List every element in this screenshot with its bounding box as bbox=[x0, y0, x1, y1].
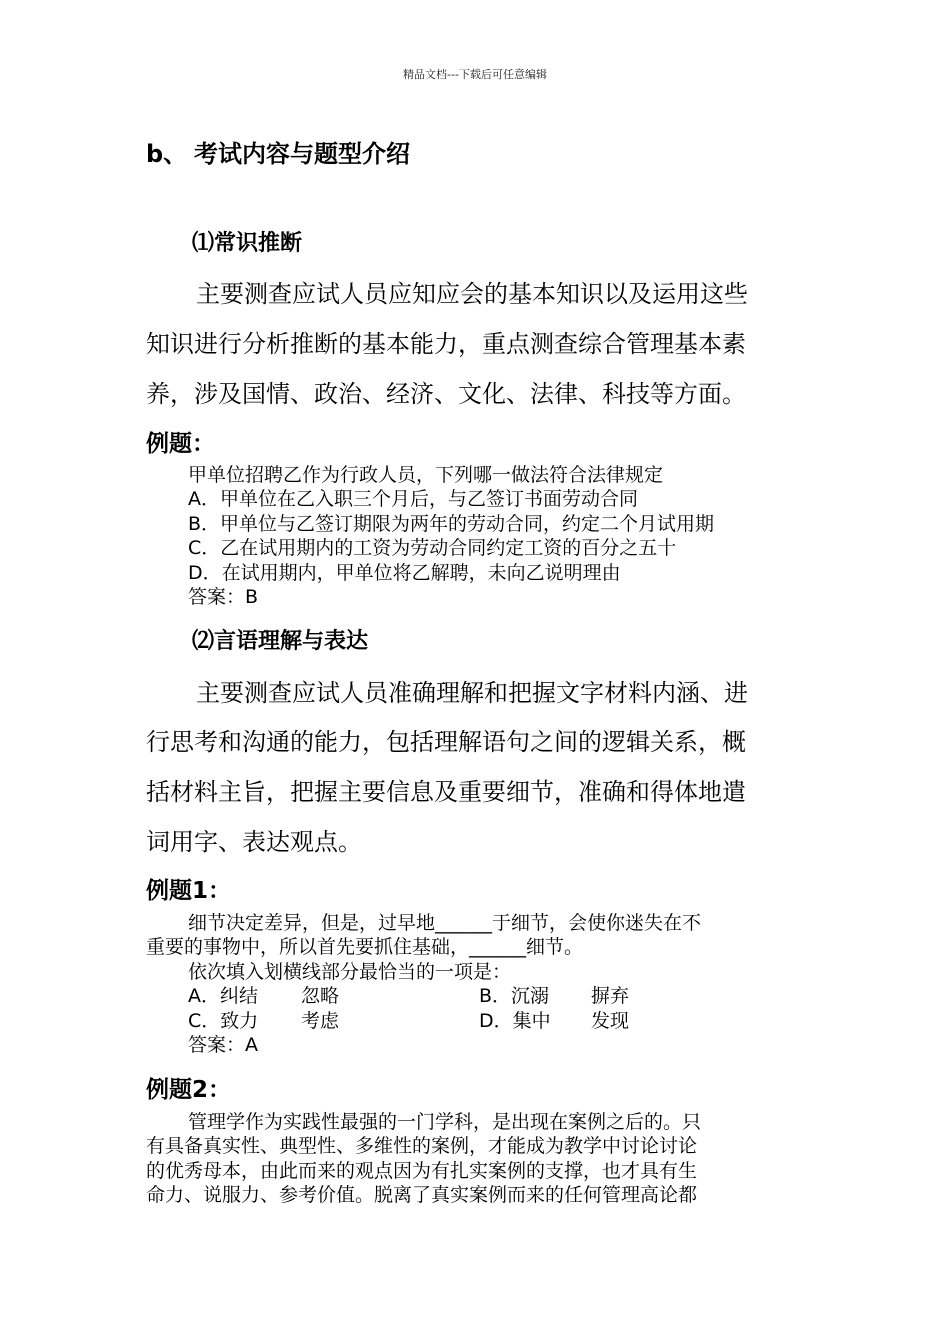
example1-line: 依次填入划横线部分最恰当的一项是： bbox=[188, 960, 512, 983]
example1-answer: 答案：A bbox=[188, 1033, 258, 1056]
example-option: B．甲单位与乙签订期限为两年的劳动合同，约定二个月试用期 bbox=[188, 512, 715, 535]
part1-paragraph-line: 主要测查应试人员应知应会的基本知识以及运用这些 bbox=[196, 280, 748, 308]
example1-option-letter: D．集中 bbox=[479, 1009, 551, 1032]
example2-line: 管理学作为实践性最强的一门学科，是出现在案例之后的。只 bbox=[188, 1111, 702, 1133]
page-header: 精品文档---下载后可任意编辑 bbox=[403, 68, 547, 81]
example1-option-word: 考虑 bbox=[301, 1009, 340, 1032]
example2-line: 命力、说服力、参考价值。脱离了真实案例而来的任何管理高论都 bbox=[146, 1184, 698, 1207]
part1-heading: ⑴常识推断 bbox=[192, 231, 303, 256]
example1-label: 例题1： bbox=[146, 878, 232, 904]
part1-example-label: 例题： bbox=[146, 431, 215, 457]
section-title-row bbox=[146, 134, 410, 169]
example2-label: 例题2： bbox=[146, 1077, 232, 1103]
example1-line: 重要的事物中，所以首先要抓住基础，______细节。 bbox=[146, 936, 584, 959]
example-option: D．在试用期内，甲单位将乙解聘，未向乙说明理由 bbox=[188, 561, 621, 584]
part1-example-block bbox=[188, 463, 714, 609]
example1-block bbox=[146, 911, 826, 1057]
example-question: 甲单位招聘乙作为行政人员，下列哪一做法符合法律规定 bbox=[188, 464, 664, 486]
example2-block bbox=[146, 1110, 826, 1208]
part2-paragraph-line: 词用字、表达观点。 bbox=[146, 828, 362, 856]
part2-paragraph-line: 主要测查应试人员准确理解和把握文字材料内涵、进 bbox=[196, 679, 748, 707]
example1-option-word: 忽略 bbox=[301, 985, 340, 1008]
part2-paragraph-line: 行思考和沟通的能力，包括理解语句之间的逻辑关系，概 bbox=[146, 728, 746, 756]
part2-paragraph-line: 括材料主旨，把握主要信息及重要细节，准确和得体地遣 bbox=[146, 778, 746, 806]
section-marker: b、 bbox=[146, 140, 188, 168]
part2-heading: ⑵言语理解与表达 bbox=[192, 629, 369, 654]
example2-line: 有具备真实性、典型性、多维性的案例，才能成为教学中讨论讨论 bbox=[146, 1135, 698, 1158]
example2-line: 的优秀母本，由此而来的观点因为有扎实案例的支撑，也才具有生 bbox=[146, 1159, 698, 1182]
example-option: A．甲单位在乙入职三个月后，与乙签订书面劳动合同 bbox=[188, 488, 638, 511]
example1-option-row bbox=[146, 1009, 826, 1033]
example1-option-letter: A．纠结 bbox=[188, 985, 258, 1008]
example-answer: 答案：B bbox=[188, 585, 259, 608]
example1-option-word: 摒弃 bbox=[591, 985, 630, 1008]
section-title: 考试内容与题型介绍 bbox=[194, 140, 410, 168]
example1-line: 细节决定差异，但是，过早地______于细节，会使你迷失在不 bbox=[188, 912, 702, 934]
example1-option-row bbox=[146, 984, 826, 1008]
part1-paragraph-line: 知识进行分析推断的基本能力，重点测查综合管理基本素 bbox=[146, 330, 746, 358]
part1-paragraph-line: 养，涉及国情、政治、经济、文化、法律、科技等方面。 bbox=[146, 380, 746, 408]
example1-option-letter: C．致力 bbox=[188, 1009, 259, 1032]
example1-option-word: 发现 bbox=[591, 1009, 630, 1032]
example1-option-letter: B．沉溺 bbox=[479, 985, 550, 1008]
example-option: C．乙在试用期内的工资为劳动合同约定工资的百分之五十 bbox=[188, 537, 677, 560]
